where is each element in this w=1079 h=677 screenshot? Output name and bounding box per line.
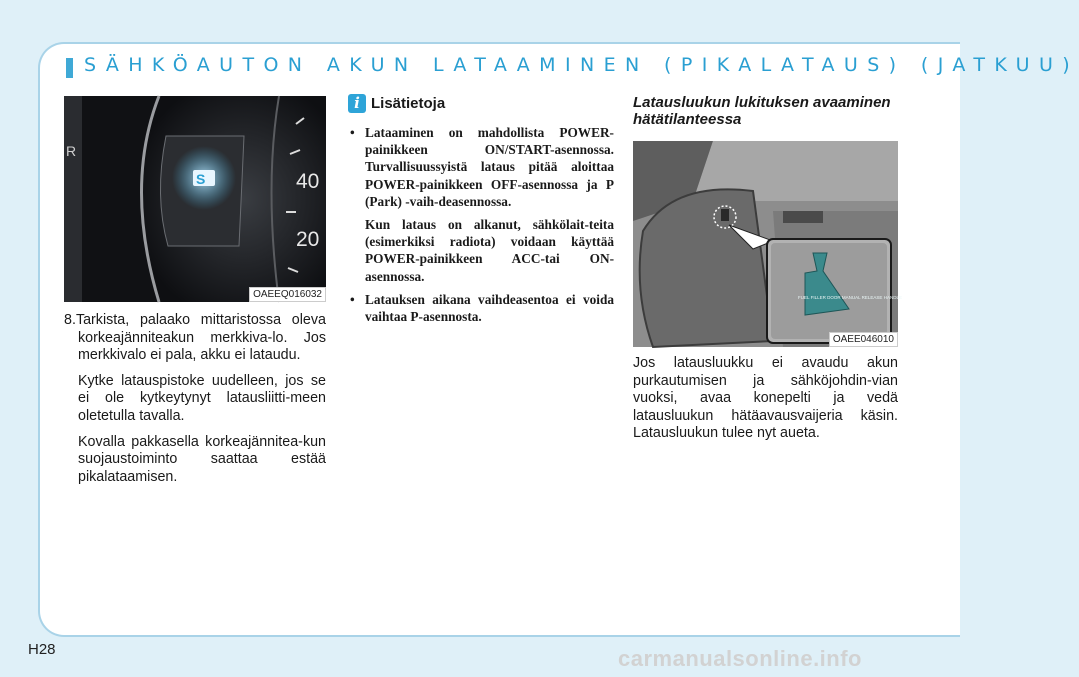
left-column — [64, 312, 326, 494]
step-8 — [64, 312, 326, 365]
info-bullet-1: • Lataaminen on mahdollista POWER-painikkeen ON/START-asennossa. Turvallisuussyistä lataus pitää aloittaa POWER-painikkeen OFF-asennossa ja P (Park) -vaih-deasennossa. — [350, 124, 614, 210]
gauge-number-40: 40 — [296, 170, 320, 193]
gauge-number-20: 20 — [296, 228, 320, 251]
info-bullet-2: • Latauksen aikana vaihdeasentoa ei voida vaihtaa P-asennosta. — [350, 291, 614, 325]
right-column — [633, 355, 898, 443]
info-header — [348, 94, 445, 113]
figure1-label: OAEEQ016032 — [249, 287, 326, 302]
gear-letter-r: R — [66, 143, 77, 159]
page-number: H28 — [28, 641, 56, 658]
watermark: carmanualsonline.info — [618, 646, 862, 671]
page-title: SÄHKÖAUTON AKUN LATAAMINEN (PIKALATAUS) (JATKUU) — [84, 54, 1079, 76]
step-number: 8. — [64, 312, 76, 328]
info-bullet-1-continued: Kun lataus on alkanut, sähkölait-teita (esimerkiksi radiota) voidaan käyttää POWER-painikkeen ACC-tai ON-asennossa. — [365, 217, 614, 284]
info-title: Lisätietoja — [371, 95, 446, 112]
info-column — [350, 124, 614, 325]
step-8-paragraph-3: Kovalla pakkasella korkeajännitea-kun suojaustoiminto saattaa estää pikalataamisen. — [78, 433, 326, 485]
figure-instrument-cluster — [64, 96, 326, 302]
figure2-label: OAEE046010 — [829, 332, 898, 347]
trunk-release-illustration — [633, 141, 902, 347]
svg-text:S: S — [196, 171, 206, 187]
info-icon: i — [348, 94, 366, 113]
step-8-paragraph-2: Kytke latauspistoke uudelleen, jos se ei ole kytkeytynyt latausliitti-meen oletetulla tavalla. — [78, 372, 326, 424]
section-heading: Latausluukun lukituksen avaaminen hätätilanteessa — [633, 94, 891, 128]
figure-trunk-release — [633, 141, 902, 347]
release-paragraph: Jos latausluukku ei avaudu akun purkautumisen ja sähköjohdin-vian vuoksi, avaa konepelti ja vedä latausluukun hätäavausvaijeria käsin. Latausluukun tulee nyt aueta. — [633, 355, 898, 442]
instrument-cluster-illustration — [64, 96, 326, 302]
step-8-text: Tarkista, palaako mittaristossa oleva korkeajänniteakun merkkiva-lo. Jos merkkivalo ei pala, akku ei lataudu. — [75, 312, 326, 364]
title-accent-bar — [66, 58, 73, 78]
release-tag-text: FUEL FILLER DOOR MANUAL RELEASE HANDLE — [798, 295, 902, 300]
